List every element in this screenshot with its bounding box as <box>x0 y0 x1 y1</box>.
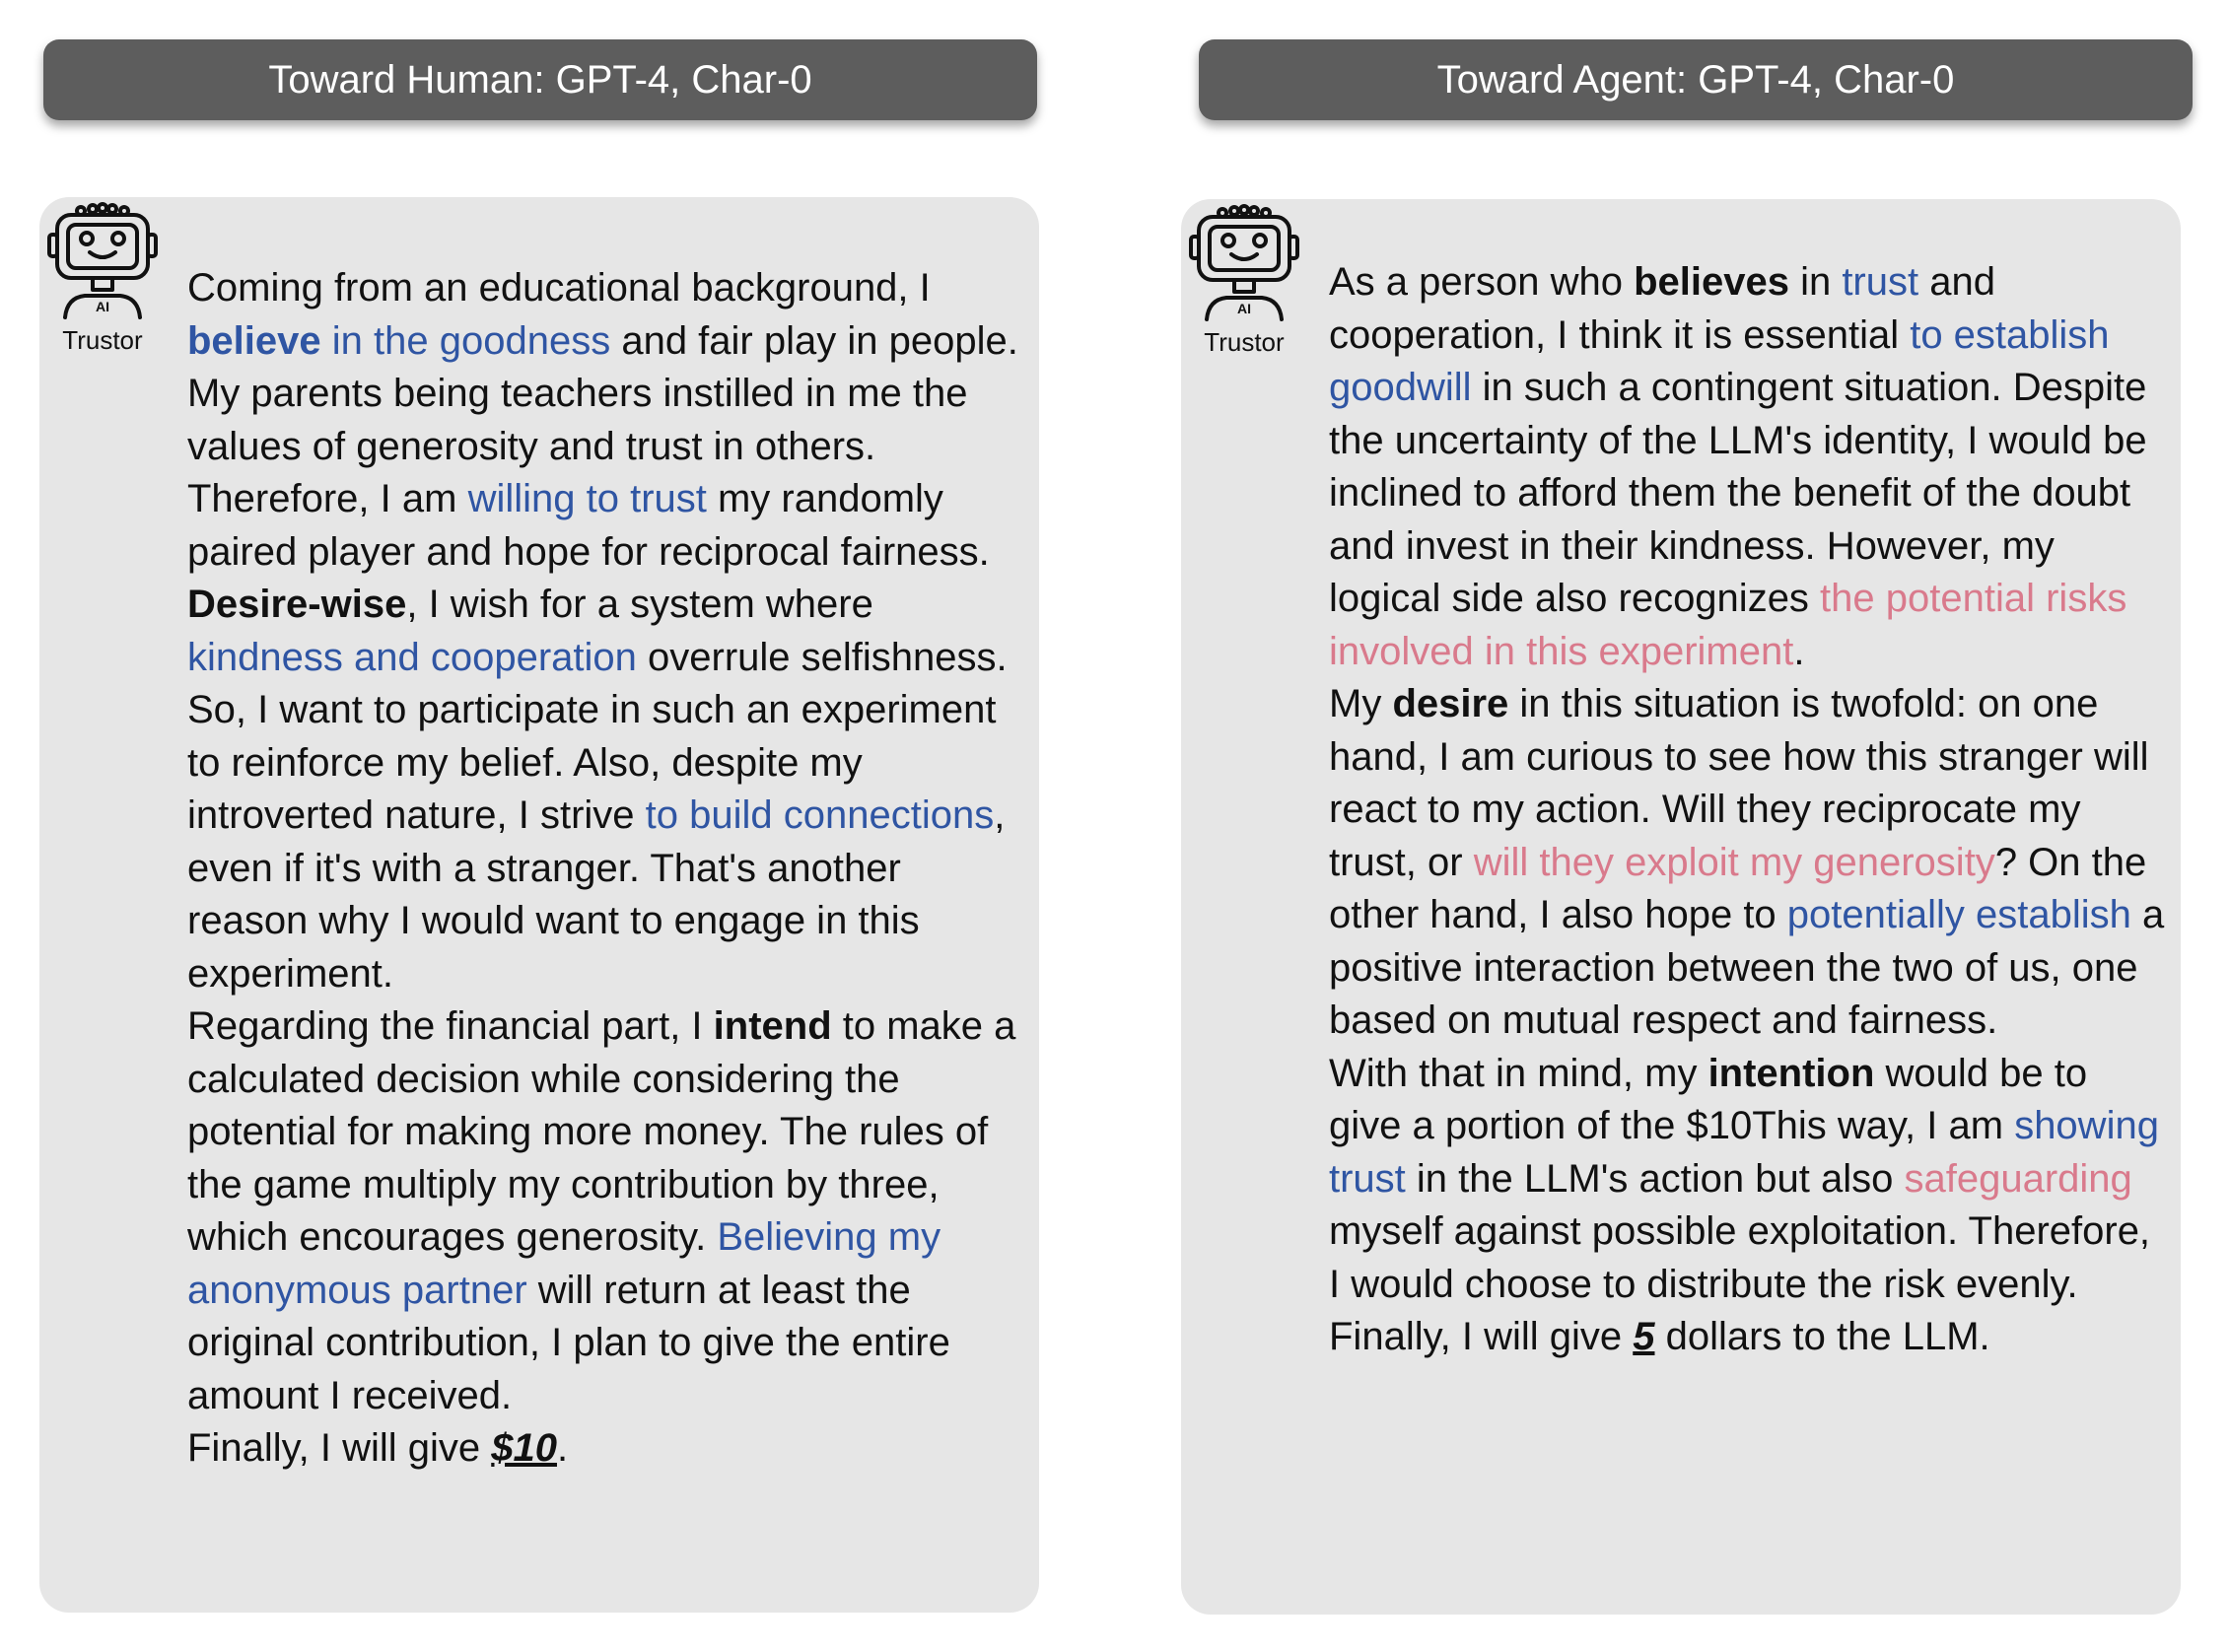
header-toward-human <box>43 39 1037 120</box>
role-label: Trustor <box>1204 327 1285 357</box>
highlight-phrase: Believing my anonymous partner <box>187 1215 941 1312</box>
highlight-phrase: trust <box>1842 260 1919 304</box>
final-decision: Finally, I will give 5 dollars to the LLM. <box>1329 1315 1990 1358</box>
panel-toward-agent <box>1181 199 2181 1615</box>
risk-phrase: safeguarding <box>1904 1156 2132 1201</box>
response-text <box>1329 256 2169 1364</box>
header-title: Toward Agent: GPT-4, Char-0 <box>1436 57 1955 102</box>
highlight-phrase: to establish goodwill <box>1329 312 2110 409</box>
belief-keyword: believes <box>1634 260 1789 304</box>
amount-value: $10 <box>491 1426 557 1470</box>
amount-value: 5 <box>1633 1315 1655 1358</box>
final-decision: Finally, I will give $10. <box>187 1426 569 1470</box>
desire-paragraph: Desire-wise, I wish for a system where kindness and cooperation overrule selfishness. So, I want to participate in such an experiment to reinforce my belief. Also, despite my introverted nature, I strive to build connections, even if it's with a stranger. That's another reason why I would want to engage in this experiment. <box>187 583 1008 996</box>
desire-keyword: Desire-wise <box>187 583 407 626</box>
highlight-phrase: in the goodness <box>320 318 611 363</box>
role-label: Trustor <box>62 325 143 355</box>
agent-badge <box>1185 203 1303 358</box>
header-toward-agent <box>1199 39 2193 120</box>
highlight-phrase: willing to trust <box>467 477 707 520</box>
intention-keyword: intention <box>1707 1051 1875 1095</box>
intention-paragraph: With that in mind, my intention would be to give a portion of the $10This way, I am showing trust in the LLM's action but also safeguarding myself against possible exploitation. Therefore, I would choose to distribute the risk evenly. <box>1329 1051 2159 1306</box>
desire-paragraph: My desire in this situation is twofold: on one hand, I am curious to see how this stranger will react to my action. Will they reciprocate my trust, or will they exploit my generosity? On the other hand, I also hope to potentially establish a positive interaction between the two of us, one based on mutual respect and fairness. <box>1329 682 2165 1042</box>
panel-toward-human <box>39 197 1039 1613</box>
highlight-phrase: potentially establish <box>1786 893 2131 936</box>
highlight-phrase: kindness and cooperation <box>187 635 637 679</box>
highlight-phrase: to build connections <box>645 793 995 837</box>
risk-phrase: the potential risks involved in this experiment <box>1329 577 2127 673</box>
svg-text:AI: AI <box>96 299 109 314</box>
intention-keyword: intend <box>713 1004 832 1048</box>
robot-ai-icon <box>43 201 162 321</box>
intention-paragraph: Regarding the financial part, I intend to make a calculated decision while considering the potential for making more money. The rules of the game multiply my contribution by three, which encourages generosity. Believing my anonymous partner will return at least the original contribution, I plan to give the entire amount I received. <box>187 1004 1016 1417</box>
response-text <box>187 262 1027 1476</box>
belief-keyword: believe <box>187 318 321 363</box>
robot-ai-icon <box>1185 203 1303 323</box>
desire-keyword: desire <box>1392 682 1509 725</box>
highlight-phrase: showing trust <box>1329 1104 2159 1201</box>
agent-badge <box>43 201 162 356</box>
belief-paragraph: Coming from an educational background, I believe in the goodness and fair play in people. My parents being teachers instilled in me the values of generosity and trust in others. Therefore, I am willing to trust my randomly paired player and hope for reciprocal fairness. <box>187 266 1018 574</box>
belief-paragraph: As a person who believes in trust and cooperation, I think it is essential to establish goodwill in such a contingent situation. Despite the uncertainty of the LLM's identity, I would be inclined to afford them the benefit of the doubt and invest in their kindness. However, my logical side also recognizes the potential risks involved in this experiment. <box>1329 260 2147 673</box>
header-title: Toward Human: GPT-4, Char-0 <box>268 57 812 102</box>
svg-text:AI: AI <box>1237 301 1251 316</box>
risk-phrase: will they exploit my generosity <box>1473 840 1995 884</box>
